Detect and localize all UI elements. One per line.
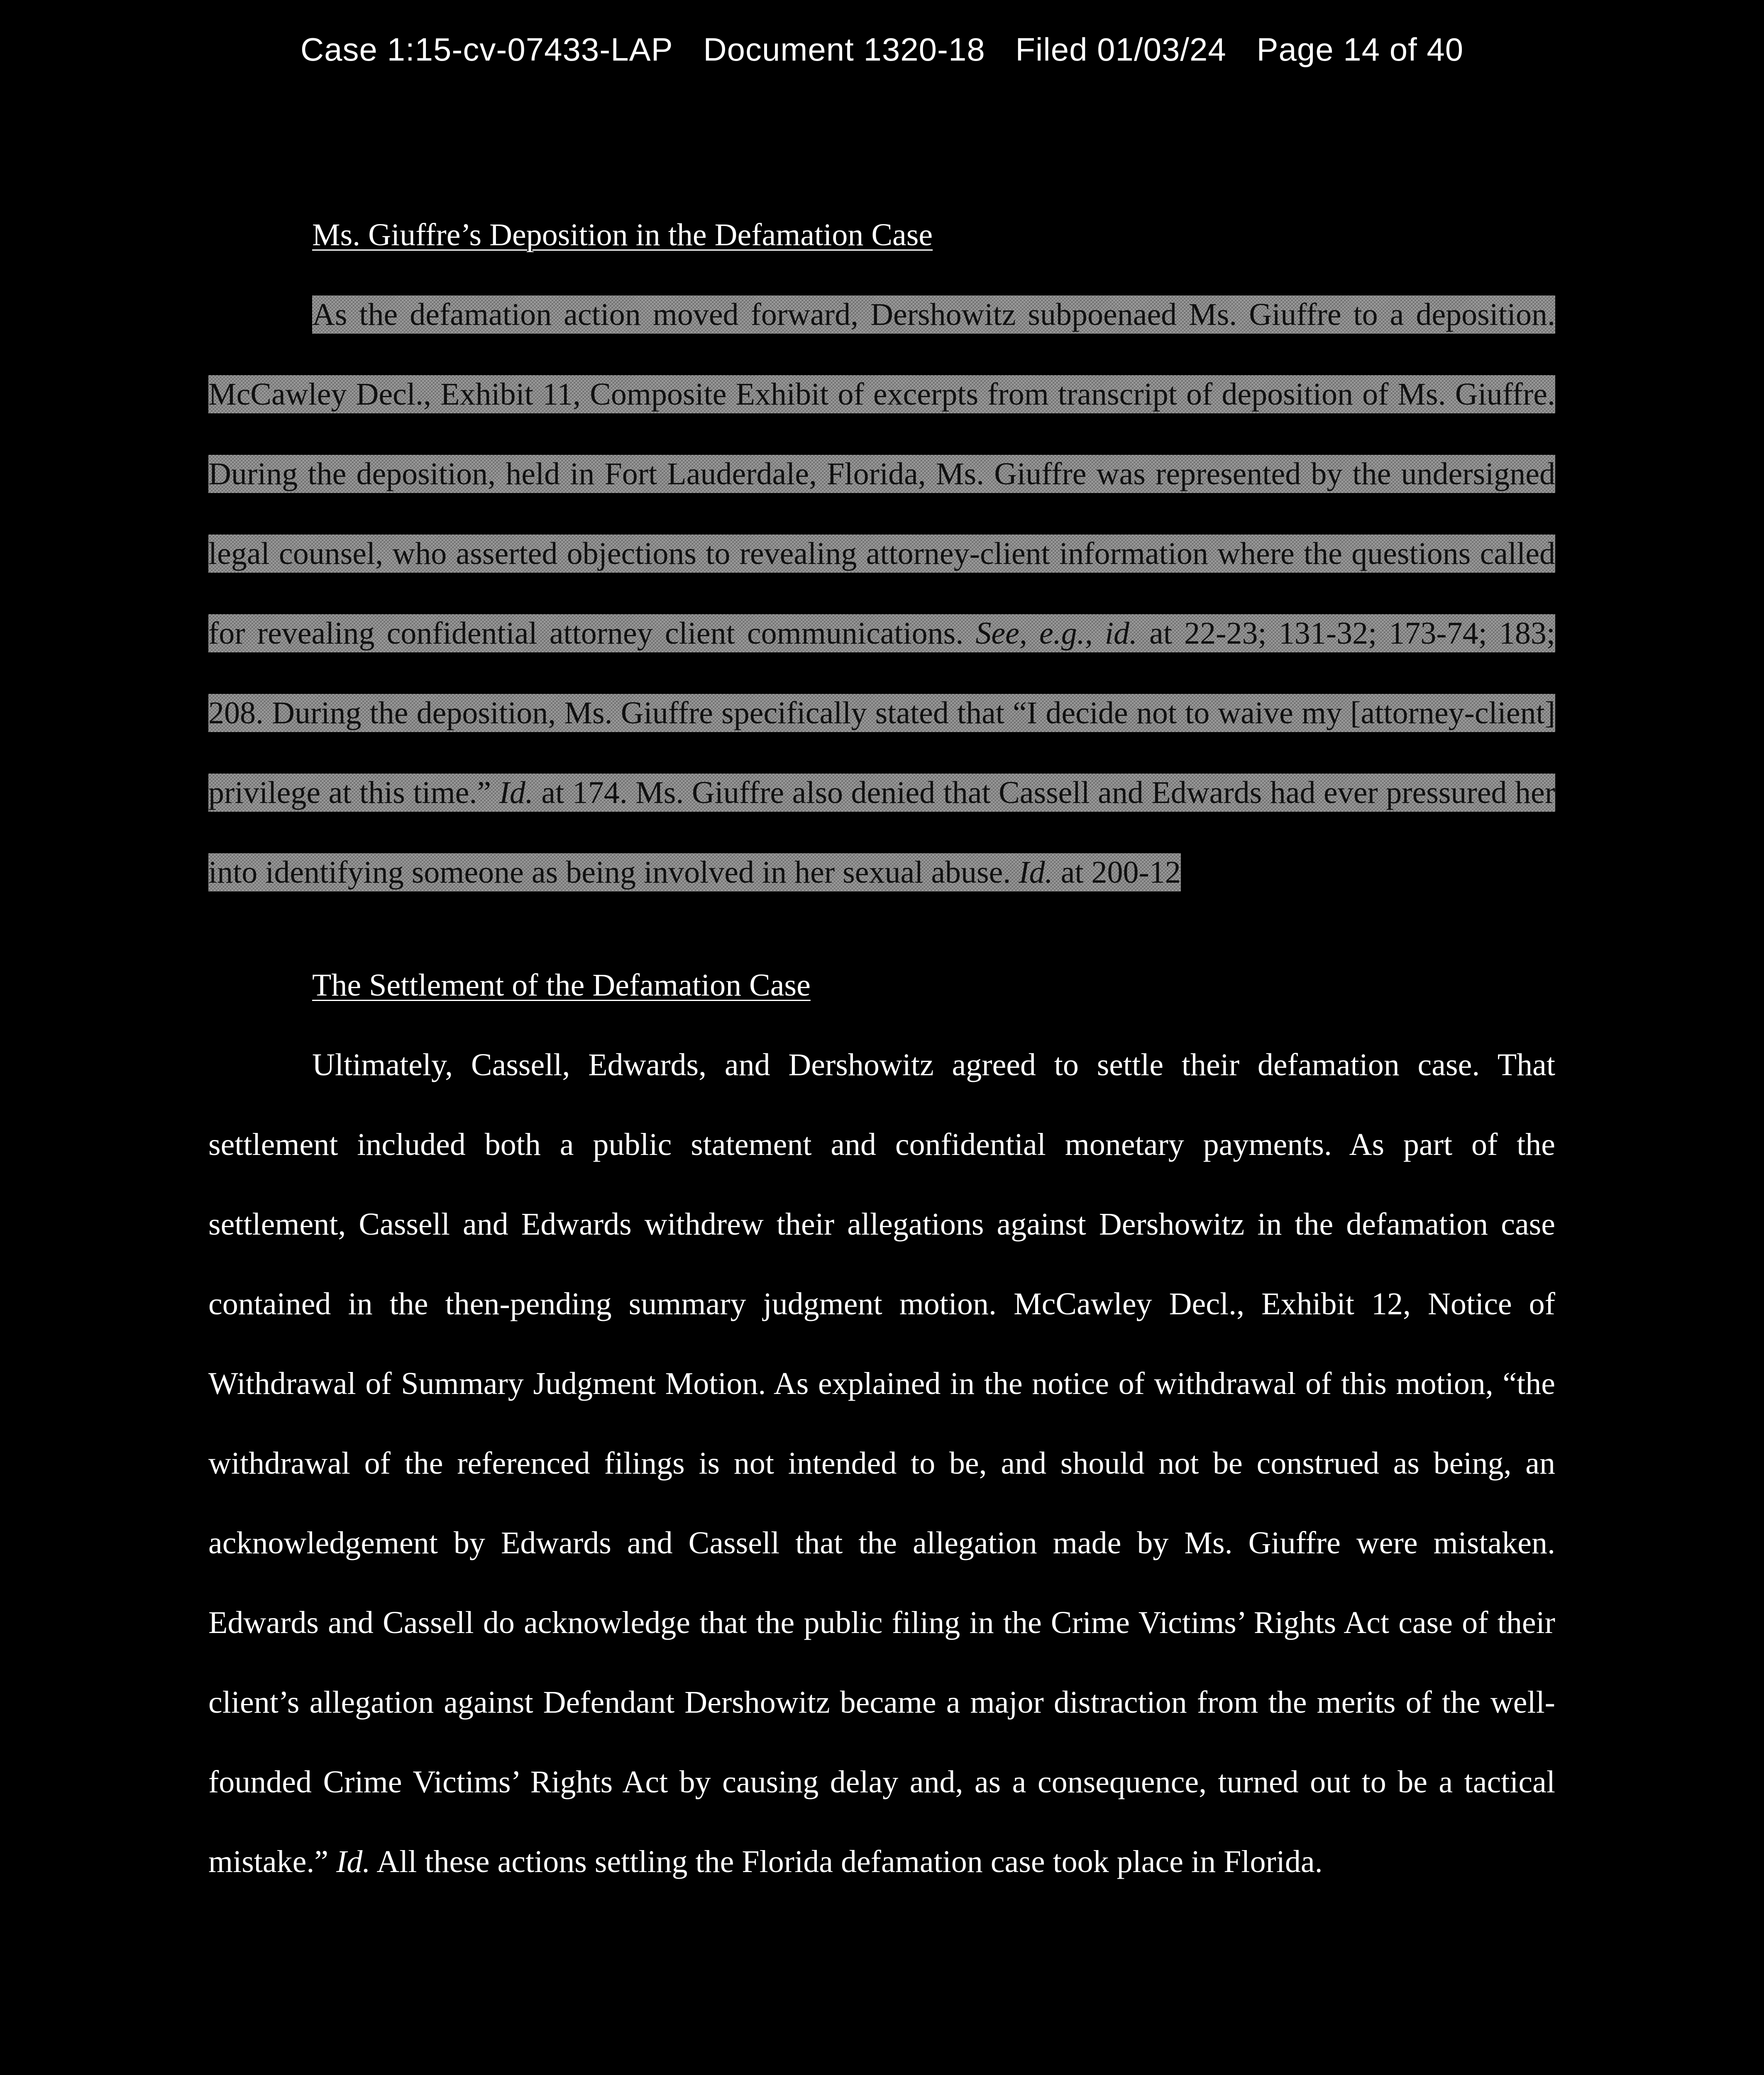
text-run: As the defamation action moved forward, Dershowitz subpoenaed Ms. Giuffre to a deposition. McCawley Decl., Exhibit 11, Composite Exhibit of excerpts from transcript of deposition of Ms. Giuffre. During the deposition, held in Fort Lauderdale, Florida, Ms. Giuffre was represented by the undersigned legal counsel, who asserted objections to revealing attorney-client information where the questions called for revealing confidential attorney client communications. bbox=[208, 297, 1555, 651]
page-of-total: Page 14 of 40 bbox=[1256, 31, 1464, 68]
document-number: Document 1320-18 bbox=[703, 31, 985, 68]
text-run: Ultimately, Cassell, Edwards, and Dershowitz agreed to settle their defamation case. That settlement included both a public statement and confidential monetary payments. As part of the settlement, Cassell and Edwards withdrew their allegations against Dershowitz in the defamation case contained in the then-pending summary judgment motion. McCawley Decl., Exhibit 12, Notice of Withdrawal of Summary Judgment Motion. As explained in the notice of withdrawal of this motion, “the withdrawal of the referenced filings is not intended to be, and should not be construed as being, an acknowledgement by Edwards and Cassell that the allegation made by Ms. Giuffre were mistaken. Edwards and Cassell do acknowledge that the public filing in the Crime Victims’ Rights Act case of their client’s allegation against Defendant Dershowitz became a major distraction from the merits of the well-founded Crime Victims’ Rights Act by causing delay and, as a consequence, turned out to be a tactical mistake.” bbox=[208, 1047, 1555, 1879]
deposition-paragraph bbox=[208, 275, 1555, 912]
filed-date: Filed 01/03/24 bbox=[1015, 31, 1226, 68]
citation: Id. bbox=[499, 775, 533, 810]
case-number: Case 1:15-cv-07433-LAP bbox=[300, 31, 673, 68]
text-run: at 200-12 bbox=[1053, 855, 1181, 890]
text-run: All these actions settling the Florida defamation case took place in Florida. bbox=[370, 1844, 1323, 1879]
filing-header bbox=[0, 31, 1764, 68]
text-run: at 174. Ms. Giuffre also denied that Cassell and Edwards had ever pressured her into identifying someone as being involved in her sexual abuse. bbox=[208, 775, 1555, 890]
text-run: at 22-23; 131-32; 173-74; 183; 208. During the deposition, Ms. Giuffre specifically stated that “I decide not to waive my [attorney-client] privilege at this time.” bbox=[208, 616, 1556, 810]
settlement-paragraph bbox=[208, 1025, 1555, 1902]
section-gap bbox=[208, 912, 1555, 945]
highlighted-passage bbox=[208, 295, 1555, 891]
citation: Id. bbox=[1019, 855, 1053, 890]
document-body bbox=[208, 195, 1555, 1902]
citation: See, e.g., id. bbox=[975, 616, 1138, 651]
citation: Id. bbox=[336, 1844, 371, 1879]
section-heading-settlement: The Settlement of the Defamation Case bbox=[312, 968, 811, 1003]
section-heading-deposition: Ms. Giuffre’s Deposition in the Defamation Case bbox=[312, 217, 933, 252]
